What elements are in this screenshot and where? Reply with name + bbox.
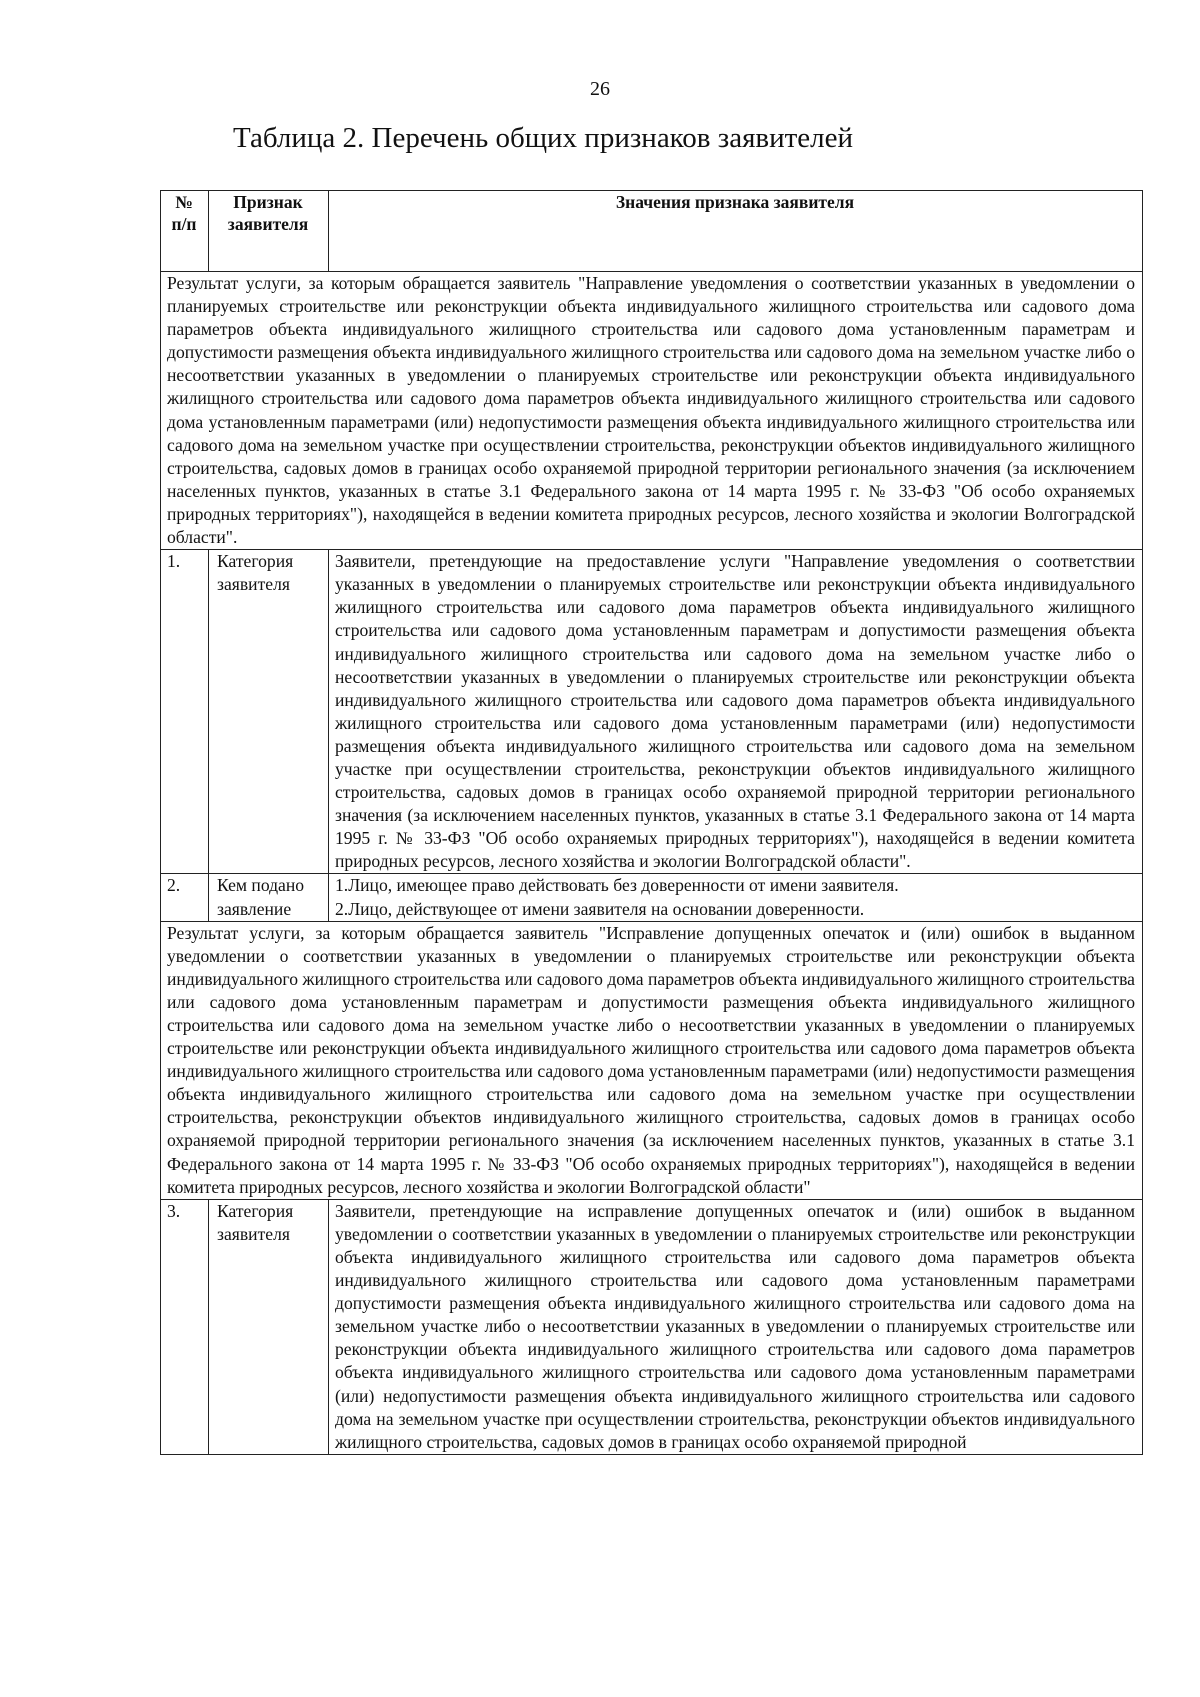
row-value: Заявители, претендующие на исправление допущенных опечаток и (или) ошибок в выданном уведомлении о соответствии указанных в уведомлении о планируемых строительстве или реконструкции объекта индивидуального жилищного строительства или садового дома параметров объекта индивидуального жилищного строительства или садового дома установленным параметрами допустимости размещения объекта индивидуального жилищного строительства или садового дома на земельном участке либо о несоответствии указанных в уведомлении о планируемых строительстве или реконструкции объекта индивидуального жилищного строительства или садового дома параметров объекта индивидуального жилищного строительства или садового дома установленным параметрами (или) недопустимости размещения объекта индивидуального жилищного строительства или садового дома на земельном участке при осуществлении строительства, реконструкции объектов индивидуального жилищного строительства, садовых домов в границах особо охраняемой природной xyxy=(329,1199,1143,1454)
row-value xyxy=(329,874,1143,921)
table-row xyxy=(161,1199,1143,1454)
row-value-line: 1.Лицо, имеющее право действовать без доверенности от имени заявителя. xyxy=(335,875,899,896)
service-result-row xyxy=(161,921,1143,1199)
table-header-row xyxy=(161,191,1143,272)
table-title: Таблица 2. Перечень общих признаков заявителей xyxy=(233,122,854,154)
service-result-row xyxy=(161,272,1143,550)
row-value-line: 2.Лицо, действующее от имени заявителя на основании доверенности. xyxy=(335,898,865,919)
row-value: Заявители, претендующие на предоставление услуги "Направление уведомления о соответствии указанных в уведомлении о планируемых строительстве или реконструкции объекта индивидуального жилищного строительства или садового дома параметров объекта индивидуального жилищного строительства или садового дома установленным параметрам и допустимости размещения объекта индивидуального жилищного строительства или садового дома на земельном участке либо о несоответствии указанных в уведомлении о планируемых строительстве или реконструкции объекта индивидуального жилищного строительства или садового дома параметров объекта индивидуального жилищного строительства или садового дома установленным параметрами (или) недопустимости размещения объекта индивидуального жилищного строительства или садового дома на земельном участке при осуществлении строительства, реконструкции объектов индивидуального жилищного строительства, садовых домов в границах особо охраняемой природной территории регионального значения (за исключением населенных пунктов, указанных в статье 3.1 Федерального закона от 14 марта 1995 г. № 33-ФЗ "Об особо охраняемых природных территориях"), находящейся в ведении комитета природных ресурсов, лесного хозяйства и экологии Волгоградской области". xyxy=(329,550,1143,874)
table-row xyxy=(161,550,1143,874)
table-row xyxy=(161,874,1143,921)
row-number: 1. xyxy=(161,550,209,874)
header-value: Значения признака заявителя xyxy=(329,191,1143,272)
applicant-attributes-table xyxy=(160,190,1143,1455)
header-num: № п/п xyxy=(161,191,209,272)
service-result-text: Результат услуги, за которым обращается заявитель "Направление уведомления о соответствии указанных в уведомлении о планируемых строительстве или реконструкции объекта индивидуального жилищного строительства или садового дома параметров объекта индивидуального жилищного строительства или садового дома установленным параметрам и допустимости размещения объекта индивидуального жилищного строительства или садового дома на земельном участке либо о несоответствии указанных в уведомлении о планируемых строительстве или реконструкции объекта индивидуального жилищного строительства или садового дома параметров объекта индивидуального жилищного строительства или садового дома установленным параметрами (или) недопустимости размещения объекта индивидуального жилищного строительства или садового дома на земельном участке при осуществлении строительства, реконструкции объектов индивидуального жилищного строительства, садовых домов в границах особо охраняемой природной территории регионального значения (за исключением населенных пунктов, указанных в статье 3.1 Федерального закона от 14 марта 1995 г. № 33-ФЗ "Об особо охраняемых природных территориях"), находящейся в ведении комитета природных ресурсов, лесного хозяйства и экологии Волгоградской области". xyxy=(161,272,1143,550)
service-result-text: Результат услуги, за которым обращается заявитель "Исправление допущенных опечаток и (или) ошибок в выданном уведомлении о соответствии указанных в уведомлении о планируемых строительстве или реконструкции объекта индивидуального жилищного строительства или садового дома параметров объекта индивидуального жилищного строительства или садового дома установленным параметрам и допустимости размещения объекта индивидуального жилищного строительства или садового дома на земельном участке либо о несоответствии указанных в уведомлении о планируемых строительстве или реконструкции объекта индивидуального жилищного строительства или садового дома параметров объекта индивидуального жилищного строительства или садового дома установленным параметрами (или) недопустимости размещения объекта индивидуального жилищного строительства или садового дома на земельном участке при осуществлении строительства, реконструкции объектов индивидуального жилищного строительства, садовых домов в границах особо охраняемой природной территории регионального значения (за исключением населенных пунктов, указанных в статье 3.1 Федерального закона от 14 марта 1995 г. № 33-ФЗ "Об особо охраняемых природных территориях"), находящейся в ведении комитета природных ресурсов, лесного хозяйства и экологии Волгоградской области" xyxy=(161,921,1143,1199)
row-attribute: Категория заявителя xyxy=(209,550,329,874)
row-attribute: Категория заявителя xyxy=(209,1199,329,1454)
row-number: 3. xyxy=(161,1199,209,1454)
row-attribute: Кем подано заявление xyxy=(209,874,329,921)
header-attribute: Признак заявителя xyxy=(209,191,329,272)
row-number: 2. xyxy=(161,874,209,921)
page-number: 26 xyxy=(590,78,610,100)
